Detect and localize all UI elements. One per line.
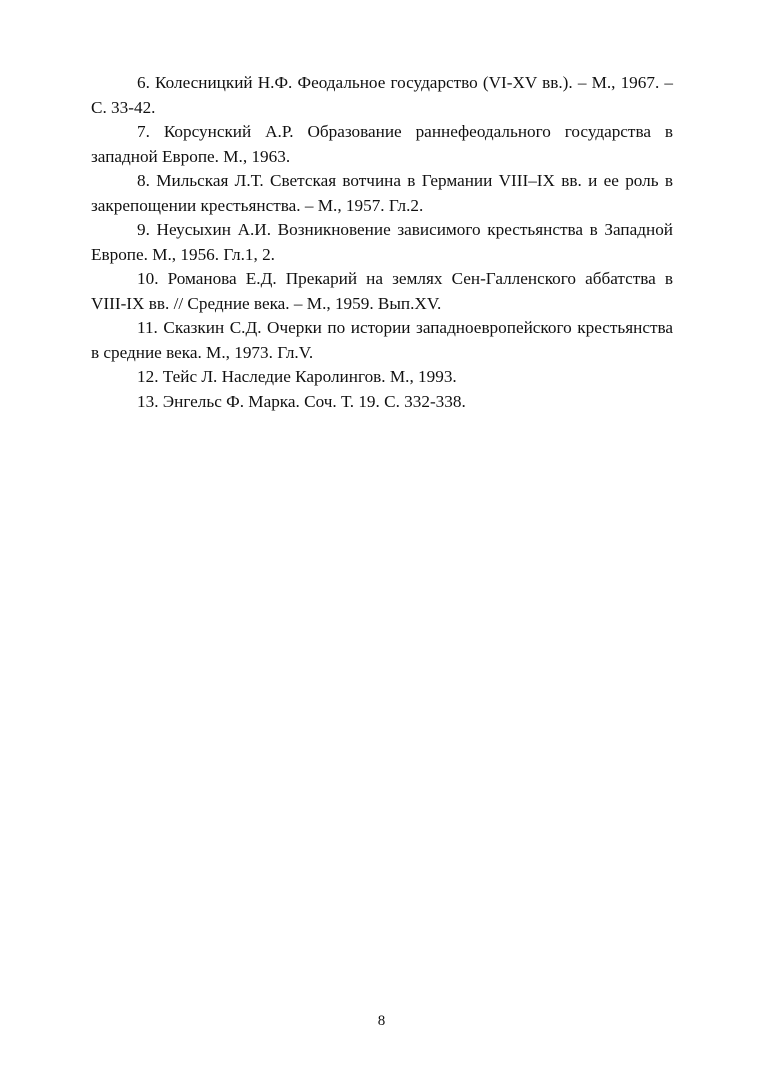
reference-text: Неусыхин А.И. Возникновение зависимого крестьянства в Западной Европе. М., 1956. Гл.1, 2. bbox=[91, 220, 673, 264]
reference-item bbox=[91, 316, 673, 365]
reference-text: Колесницкий Н.Ф. Феодальное государство (VI-XV вв.). – М., 1967. – С. 33-42. bbox=[91, 73, 673, 117]
reference-number: 9. bbox=[137, 220, 150, 239]
reference-item bbox=[91, 71, 673, 120]
reference-text: Сказкин С.Д. Очерки по истории западноевропейского крестьянства в средние века. М., 1973. Гл.V. bbox=[91, 318, 673, 362]
reference-item bbox=[91, 169, 673, 218]
reference-item bbox=[91, 218, 673, 267]
page-number: 8 bbox=[377, 1013, 386, 1029]
reference-text: Романова Е.Д. Прекарий на землях Сен-Галленского аббатства в VIII-IX вв. // Средние века. – М., 1959. Вып.XV. bbox=[91, 269, 673, 313]
reference-item bbox=[91, 390, 673, 415]
reference-number: 10. bbox=[137, 269, 159, 288]
reference-item bbox=[91, 365, 673, 390]
reference-number: 6. bbox=[137, 73, 150, 92]
reference-number: 12. bbox=[137, 367, 159, 386]
reference-text: Корсунский А.Р. Образование раннефеодального государства в западной Европе. М., 1963. bbox=[91, 122, 674, 166]
reference-number: 8. bbox=[137, 171, 150, 190]
reference-item bbox=[91, 267, 673, 316]
reference-number: 13. bbox=[137, 391, 159, 411]
reference-number: 7. bbox=[137, 122, 150, 141]
reference-number: 11. bbox=[137, 318, 158, 337]
reference-list bbox=[91, 71, 673, 414]
reference-text: Тейс Л. Наследие Каролингов. М., 1993. bbox=[162, 367, 457, 386]
reference-text: Мильская Л.Т. Светская вотчина в Германии VIII–IX вв. и ее роль в закрепощении крестьянства. – М., 1957. Гл.2. bbox=[91, 171, 674, 215]
reference-text: Энгельс Ф. Марка. Соч. Т. 19. С. 332-338. bbox=[162, 391, 466, 411]
reference-item bbox=[91, 120, 673, 169]
